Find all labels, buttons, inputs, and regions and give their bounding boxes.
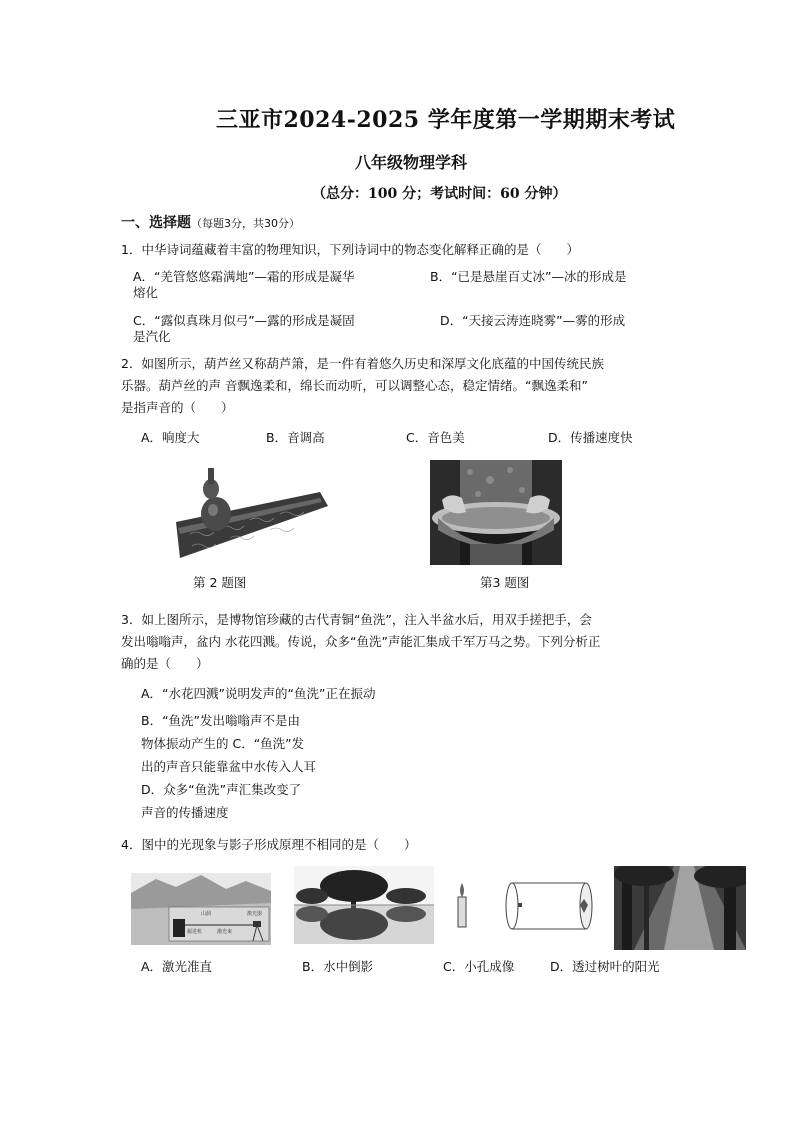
q4-stem: 4．图中的光现象与影子形成原理不相同的是（ ） <box>121 837 417 852</box>
q1-stem: 1．中华诗词蕴藏着丰富的物理知识，下列诗词中的物态变化解释正确的是（ ） <box>121 242 579 257</box>
q1-option-b-cont: 熔化 <box>133 285 159 300</box>
q1-option-d-cont: 是汽化 <box>133 329 171 344</box>
subject-title: 八年级物理学科 <box>355 153 468 172</box>
q2-figure-caption: 第 2 题图 <box>193 575 247 590</box>
q1-option-d: D．“天接云涛连晓雾”—雾的形成 <box>440 313 626 328</box>
laser-fig-label: 激光束 <box>217 929 233 935</box>
q3-option-b-line1: B．“鱼洗”发出嗡嗡声不是由 <box>141 713 301 728</box>
q1-option-c: C．“露似真珠月似弓”—露的形成是凝固 <box>133 313 355 328</box>
exam-info: （总分：100 分；考试时间：60 分钟） <box>312 186 567 202</box>
q2-option-a: A．响度大 <box>141 430 200 445</box>
q4-option-c: C．小孔成像 <box>443 959 515 974</box>
q2-line3: 是指声音的（ ） <box>121 400 234 415</box>
q3-option-d-line2: 声音的传播速度 <box>141 805 229 820</box>
q3-option-a: A．“水花四溅”说明发声的“鱼洗”正在振动 <box>141 686 376 701</box>
hulusi-figure <box>170 462 330 566</box>
section-title: 一、选择题 <box>121 215 191 231</box>
q3-figure-caption: 第3 题图 <box>480 575 530 590</box>
q3-line3: 确的是（ ） <box>121 656 209 671</box>
fish-basin-figure <box>430 460 562 565</box>
q3-option-c-line2: 出的声音只能靠盆中水传入人耳 <box>141 759 317 774</box>
q4-option-a: A．激光准直 <box>141 959 213 974</box>
q3-option-b-line2: 物体振动产生的 C．“鱼洗”发 <box>141 736 305 751</box>
pinhole-figure <box>452 875 602 935</box>
section-heading <box>121 212 300 232</box>
q3-line2: 发出嗡嗡声，盆内 水花四溅。传说，众多“鱼洗”声能汇集成千军万马之势。下列分析正 <box>121 634 601 649</box>
q3-option-d-line1: D．众多“鱼洗”声汇集改变了 <box>141 782 302 797</box>
section-note: （每题3分，共30分） <box>191 217 300 230</box>
laser-tunnel-figure <box>131 873 271 945</box>
q3-line1: 3．如上图所示，是博物馆珍藏的古代青铜“鱼洗”，注入半盆水后，用双手搓把手，会 <box>121 612 592 627</box>
laser-fig-label: 掘进机 <box>187 929 203 935</box>
q2-line1: 2．如图所示，葫芦丝又称葫芦箫，是一件有着悠久历史和深厚文化底蕴的中国传统民族 <box>121 356 604 371</box>
q2-option-b: B．音调高 <box>266 430 325 445</box>
q1-option-a: A．“羌管悠悠霜满地”—霜的形成是凝华 <box>133 269 355 284</box>
sunlight-figure <box>614 866 746 950</box>
laser-fig-label: 山洞 <box>201 911 212 917</box>
q4-option-b: B．水中倒影 <box>302 959 374 974</box>
laser-fig-label: 激光器 <box>247 911 263 917</box>
reflection-figure <box>294 866 434 944</box>
q2-option-c: C．音色美 <box>406 430 465 445</box>
q1-option-b: B．“已是悬崖百丈冰”—冰的形成是 <box>430 269 627 284</box>
q4-option-d: D．透过树叶的阳光 <box>550 959 660 974</box>
exam-title: 三亚市2024-2025 学年度第一学期期末考试 <box>216 107 676 133</box>
q2-option-d: D．传播速度快 <box>548 430 633 445</box>
q2-line2: 乐器。葫芦丝的声 音飘逸柔和，绵长而动听，可以调整心态，稳定情绪。“飘逸柔和” <box>121 378 588 393</box>
